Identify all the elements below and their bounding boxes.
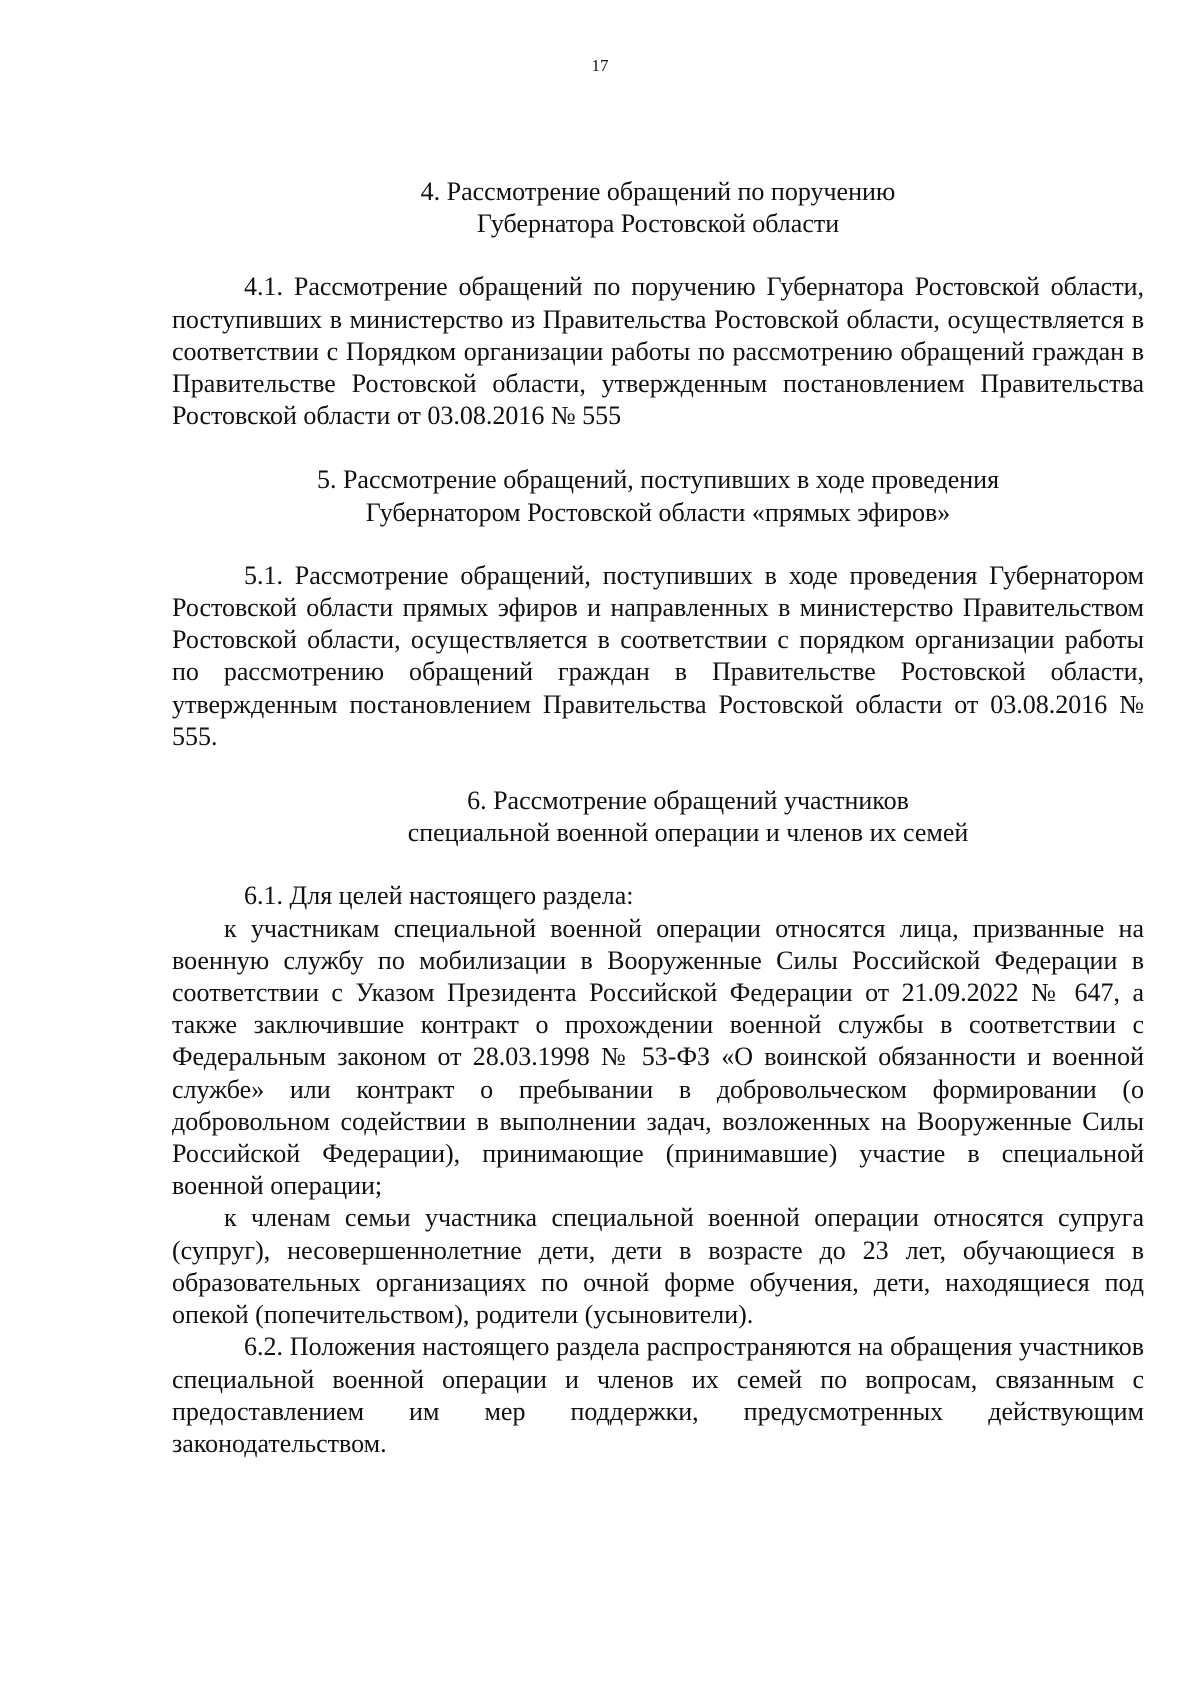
paragraph-4-1: 4.1. Рассмотрение обращений по поручению Губернатора Ростовской области, поступивших в министерство из Правительства Ростовской области, осуществляется в соответствии с Порядком организации работы по рассмотрению обращений граждан в Правительстве Ростовской области, утвержденным постановлением Правительства Ростовской области от 03.08.2016 № 555 [172, 272, 1144, 431]
paragraph-6-1-participants: к участникам специальной военной операции относятся лица, призванные на военную службу по мобилизации в Вооруженные Силы Российской Федерации в соответствии с Указом Президента Российской Федерации от 21.09.2022 № 647, а также заключившие контракт о прохождении военной службы в соответствии с Федеральным законом от 28.03.1998 № 53-ФЗ «О воинской обязанности и военной службе» или контракт о пребывании в добровольческом формировании (о добровольном содействии в выполнении задач, возложенных на Вооруженные Силы Российской Федерации), принимающие (принимавшие) участие в специальной военной операции; [172, 913, 1144, 1201]
document-body [172, 176, 1144, 1460]
paragraph-6-2: 6.2. Положения настоящего раздела распространяются на обращения участников специальной военной операции и членов их семей по вопросам, связанным с предоставлением им мер поддержки, предусмотренных действующим законодательством. [172, 1332, 1144, 1458]
section-4-heading-line-2: Губернатора Ростовской области [476, 209, 840, 239]
section-6-heading-line-2: специальной военной операции и членов их семей [407, 818, 969, 848]
paragraph-5-1: 5.1. Рассмотрение обращений, поступивших в ходе проведения Губернатором Ростовской области прямых эфиров и направленных в министерство Правительством Ростовской области, осуществляется в соответствии с порядком организации работы по рассмотрению обращений граждан в Правительстве Ростовской области, утвержденным постановлением Правительства Ростовской области от 03.08.2016 № 555. [172, 560, 1144, 751]
section-5-heading-line-2: Губернатором Ростовской области «прямых эфиров» [365, 497, 951, 527]
section-6-heading [172, 785, 1144, 849]
section-5-heading-line-1: 5. Рассмотрение обращений, поступивших в ходе проведения [316, 465, 1000, 495]
section-4-heading [172, 176, 1144, 240]
section-5-heading [172, 464, 1144, 528]
paragraph-6-1: 6.1. Для целей настоящего раздела: [244, 881, 634, 911]
section-4-heading-line-1: 4. Рассмотрение обращений по поручению [420, 177, 896, 206]
page-number: 17 [591, 56, 609, 75]
section-6-heading-line-1: 6. Рассмотрение обращений участников [467, 786, 909, 816]
paragraph-6-1-family-members: к членам семьи участника специальной военной операции относятся супруга (супруг), несовершеннолетние дети, дети в возрасте до 23 лет, обучающиеся в образовательных организациях по очной форме обучения, дети, находящиеся под опекой (попечительством), родители (усыновители). [172, 1203, 1144, 1330]
